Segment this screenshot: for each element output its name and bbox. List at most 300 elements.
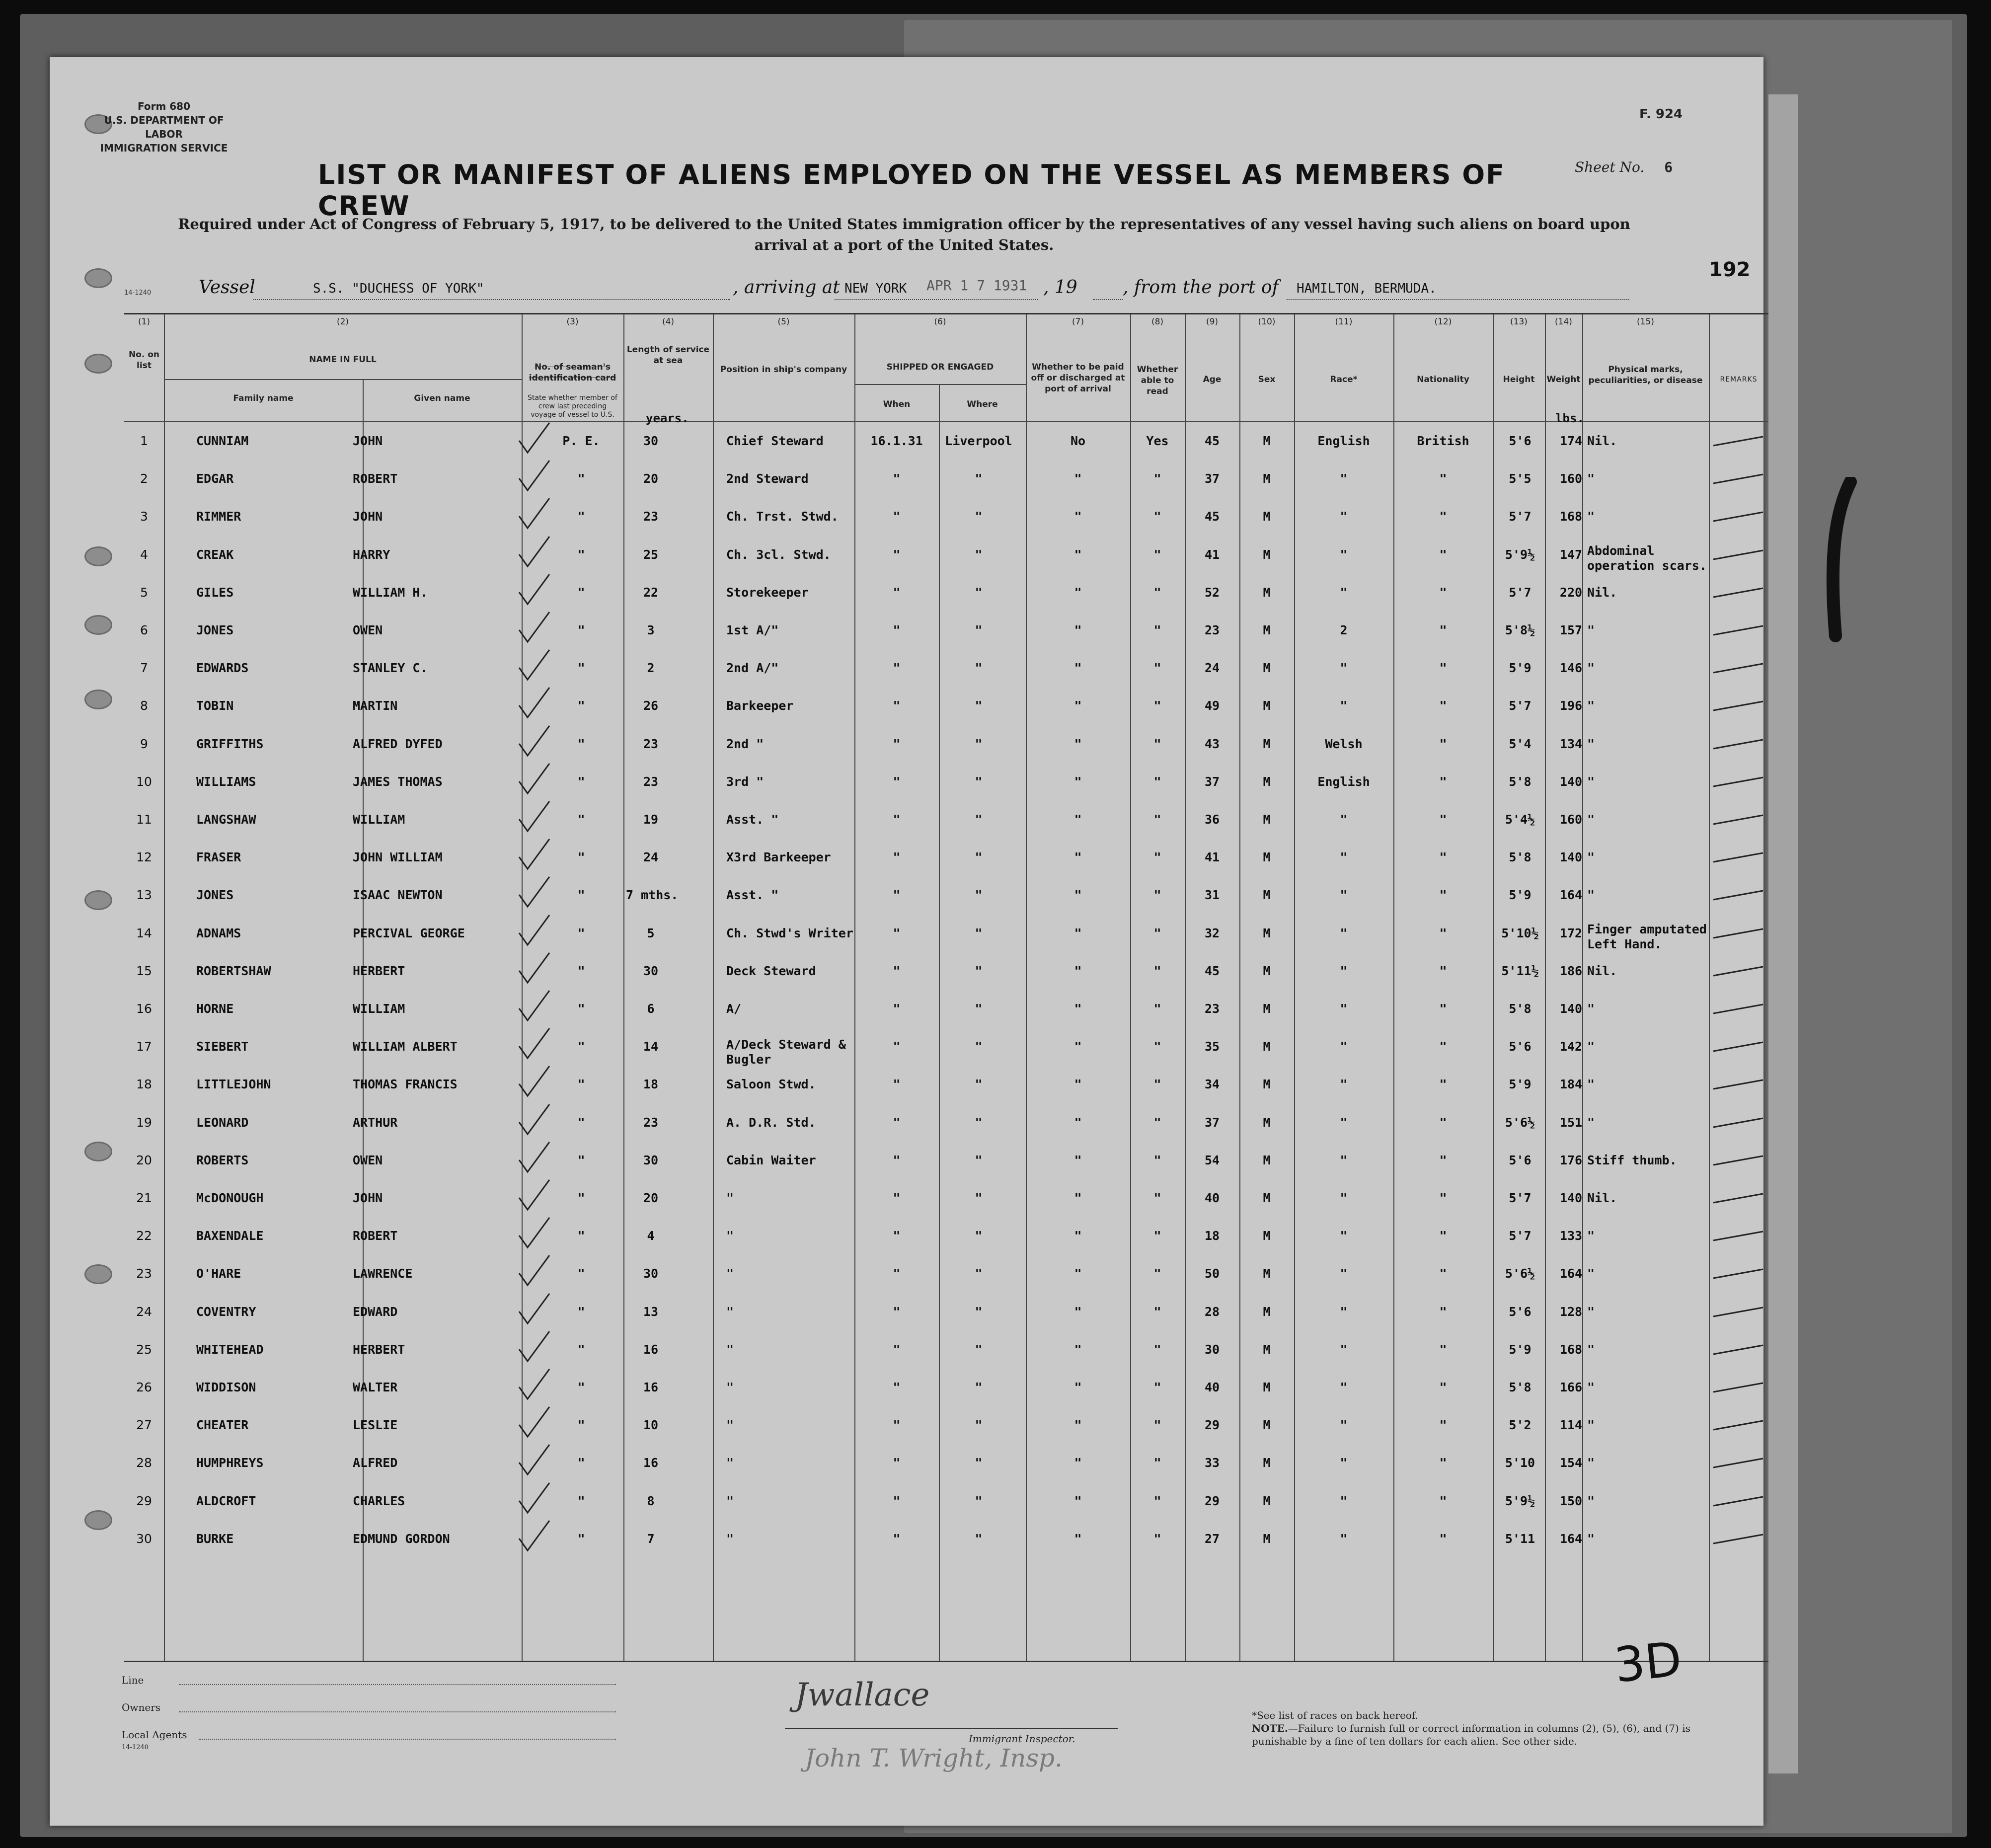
paid-off: " — [1074, 925, 1082, 940]
shipped-where: " — [975, 1380, 983, 1394]
shipped-when: " — [893, 925, 901, 940]
given-name: JOHN — [353, 1191, 383, 1205]
race: 2 — [1340, 623, 1348, 637]
row-number: 5 — [140, 585, 148, 600]
able-to-read: " — [1153, 1266, 1161, 1281]
check-mark-icon — [517, 914, 546, 952]
length-of-service: 30 — [643, 963, 659, 978]
given-name: EDMUND GORDON — [353, 1531, 450, 1546]
check-mark-icon — [517, 763, 546, 801]
age: 40 — [1204, 1380, 1220, 1394]
table-row — [124, 1191, 1768, 1229]
race: " — [1340, 1077, 1348, 1092]
able-to-read: " — [1153, 1456, 1161, 1470]
height: 5'9 — [1509, 1077, 1532, 1092]
shipped-where: " — [975, 888, 983, 903]
row-number: 27 — [136, 1418, 152, 1433]
table-row — [124, 471, 1768, 509]
punch-hole-icon — [84, 1264, 112, 1284]
length-of-service: 14 — [643, 1039, 659, 1054]
nationality: " — [1439, 1493, 1447, 1508]
shipped-where: " — [975, 1456, 983, 1470]
paid-off: " — [1074, 1456, 1082, 1470]
sex: M — [1263, 434, 1271, 448]
length-of-service: 7 mths. — [626, 888, 679, 903]
shipped-when: " — [893, 1266, 901, 1281]
remarks-dash-icon — [1711, 471, 1761, 490]
sheet-edge-strip — [1768, 94, 1798, 1773]
shipped-where: " — [975, 1191, 983, 1205]
col-head-remarks: REMARKS — [1720, 376, 1758, 384]
id-card: " — [577, 623, 585, 637]
row-number: 3 — [140, 509, 148, 524]
id-card: " — [577, 547, 585, 562]
row-number: 4 — [140, 547, 148, 562]
family-name: HUMPHREYS — [196, 1456, 264, 1470]
able-to-read: " — [1153, 1001, 1161, 1016]
physical-marks: " — [1587, 888, 1595, 903]
check-mark-icon — [517, 649, 546, 687]
sheet-label: Sheet No. — [1575, 159, 1645, 175]
physical-marks: " — [1587, 698, 1595, 713]
able-to-read: " — [1153, 1418, 1161, 1433]
sex: M — [1263, 1456, 1271, 1470]
weight: 151 — [1559, 1115, 1583, 1130]
vessel-label: Vessel — [199, 277, 255, 298]
able-to-read: " — [1153, 1531, 1161, 1546]
date-stamp: APR 1 7 1931 — [926, 277, 1027, 294]
page-title: LIST OR MANIFEST OF ALIENS EMPLOYED ON THE VESSEL AS MEMBERS OF CREW — [318, 159, 1506, 222]
col-head-paid-off: Whether to be paid off or discharged at port of arrival — [1031, 362, 1125, 394]
family-name: EDGAR — [196, 471, 234, 486]
paid-off: No — [1070, 434, 1086, 448]
given-name: ROBERT — [353, 1229, 398, 1243]
check-mark-icon — [517, 1065, 546, 1103]
table-row — [124, 964, 1768, 1001]
shipped-when: " — [893, 1229, 901, 1243]
remarks-dash-icon — [1711, 1494, 1761, 1512]
shipped-where: " — [975, 1001, 983, 1016]
position: X3rd Barkeeper — [726, 850, 831, 865]
paid-off: " — [1074, 963, 1082, 978]
col-head-where: Where — [967, 399, 998, 409]
col-head-given: Given name — [414, 393, 470, 403]
shipped-when: " — [893, 661, 901, 676]
check-mark-icon — [517, 460, 546, 498]
table-row — [124, 774, 1768, 812]
race: " — [1340, 1304, 1348, 1319]
able-to-read: " — [1153, 736, 1161, 751]
id-card: " — [577, 1077, 585, 1092]
paid-off: " — [1074, 698, 1082, 713]
given-name: JOHN — [353, 509, 383, 524]
position: 2nd " — [726, 736, 764, 751]
age: 33 — [1204, 1456, 1220, 1470]
table-row — [124, 661, 1768, 698]
family-name: SIEBERT — [196, 1039, 249, 1054]
given-name: STANLEY C. — [353, 661, 428, 676]
position: 1st A/" — [726, 623, 779, 637]
remarks-dash-icon — [1711, 774, 1761, 793]
height: 5'9½ — [1505, 547, 1535, 562]
row-number: 25 — [136, 1342, 152, 1357]
height: 5'9 — [1509, 888, 1532, 903]
paid-off: " — [1074, 1531, 1082, 1546]
table-row — [124, 1305, 1768, 1342]
shipped-where: " — [975, 1039, 983, 1054]
given-name: JOHN — [353, 434, 383, 448]
height: 5'6 — [1509, 1039, 1532, 1054]
given-name: HARRY — [353, 547, 390, 562]
punch-hole-icon — [84, 615, 112, 635]
race: " — [1340, 547, 1348, 562]
paid-off: " — [1074, 1266, 1082, 1281]
height: 5'10½ — [1501, 925, 1539, 940]
weight: 176 — [1559, 1153, 1583, 1167]
inspector-signature: Jwallace — [795, 1677, 930, 1713]
weight: 164 — [1559, 1266, 1583, 1281]
shipped-where: " — [975, 1304, 983, 1319]
col-head-weight: Weight — [1546, 375, 1581, 385]
race: " — [1340, 1456, 1348, 1470]
table-row — [124, 509, 1768, 547]
shipped-when: " — [893, 1039, 901, 1054]
position: A/ — [726, 1001, 742, 1016]
table-row — [124, 1001, 1768, 1039]
punch-hole-icon — [84, 1510, 112, 1530]
remarks-dash-icon — [1711, 1305, 1761, 1323]
arriving-label: , arriving at — [733, 277, 840, 298]
height: 5'8½ — [1505, 623, 1535, 637]
position: Storekeeper — [726, 585, 809, 600]
paid-off: " — [1074, 774, 1082, 789]
check-mark-icon — [517, 1444, 546, 1482]
height: 5'8 — [1509, 850, 1532, 865]
height: 5'8 — [1509, 1380, 1532, 1394]
row-number: 24 — [136, 1304, 152, 1319]
pencil-stroke-icon — [1808, 477, 1868, 646]
id-card: " — [577, 1493, 585, 1508]
sex: M — [1263, 888, 1271, 903]
check-mark-icon — [517, 611, 546, 649]
race: " — [1340, 888, 1348, 903]
col-number: (12) — [1434, 317, 1452, 327]
able-to-read: " — [1153, 963, 1161, 978]
family-name: BAXENDALE — [196, 1229, 264, 1243]
remarks-dash-icon — [1711, 1380, 1761, 1398]
family-name: ADNAMS — [196, 925, 241, 940]
shipped-when: " — [893, 774, 901, 789]
row-number: 30 — [136, 1531, 152, 1546]
position: Ch. Stwd's Writer — [726, 925, 853, 940]
weight: 220 — [1559, 585, 1583, 600]
height: 5'4½ — [1505, 812, 1535, 827]
able-to-read: " — [1153, 585, 1161, 600]
nationality: " — [1439, 850, 1447, 865]
check-mark-icon — [517, 876, 546, 914]
shipped-where: " — [975, 1077, 983, 1092]
height: 5'8 — [1509, 1001, 1532, 1016]
shipped-when: " — [893, 1153, 901, 1167]
id-card: " — [577, 925, 585, 940]
able-to-read: " — [1153, 1342, 1161, 1357]
shipped-where: " — [975, 1418, 983, 1433]
row-number: 16 — [136, 1001, 152, 1016]
shipped-where: " — [975, 509, 983, 524]
family-name: WHITEHEAD — [196, 1342, 264, 1357]
length-of-service: 30 — [643, 434, 659, 448]
race: " — [1340, 1039, 1348, 1054]
nationality: " — [1439, 1304, 1447, 1319]
shipped-where: " — [975, 1342, 983, 1357]
row-number: 18 — [136, 1077, 152, 1092]
col-head-family: Family name — [233, 393, 294, 403]
id-card: " — [577, 471, 585, 486]
paid-off: " — [1074, 850, 1082, 865]
family-name: WILLIAMS — [196, 774, 256, 789]
nationality: " — [1439, 471, 1447, 486]
id-card: " — [577, 1001, 585, 1016]
nationality: " — [1439, 1153, 1447, 1167]
punch-hole-icon — [84, 546, 112, 566]
length-of-service: 4 — [647, 1229, 655, 1243]
given-name: HERBERT — [353, 963, 405, 978]
family-name: ALDCROFT — [196, 1493, 256, 1508]
height: 5'5 — [1509, 471, 1532, 486]
remarks-dash-icon — [1711, 737, 1761, 755]
family-name: RIMMER — [196, 509, 241, 524]
height: 5'7 — [1509, 1191, 1532, 1205]
col-head-nationality: Nationality — [1417, 375, 1469, 385]
shipped-when: " — [893, 1418, 901, 1433]
table-row — [124, 888, 1768, 925]
family-name: LEONARD — [196, 1115, 249, 1130]
shipped-when: " — [893, 812, 901, 827]
sex: M — [1263, 1229, 1271, 1243]
remarks-dash-icon — [1711, 1001, 1761, 1020]
physical-marks: " — [1587, 1304, 1595, 1319]
shipped-when: " — [893, 698, 901, 713]
from-label: , from the port of — [1123, 277, 1279, 298]
age: 45 — [1204, 434, 1220, 448]
col-number: (11) — [1335, 317, 1353, 327]
nationality: " — [1439, 623, 1447, 637]
race: " — [1340, 1229, 1348, 1243]
check-mark-icon — [517, 1141, 546, 1179]
nationality: " — [1439, 1077, 1447, 1092]
col-head-marks: Physical marks, peculiarities, or disease — [1588, 365, 1703, 385]
sex: M — [1263, 471, 1271, 486]
length-of-service: 23 — [643, 1115, 659, 1130]
check-mark-icon — [517, 990, 546, 1028]
check-mark-icon — [517, 573, 546, 612]
check-mark-icon — [517, 1254, 546, 1293]
position: 2nd A/" — [726, 661, 779, 676]
sex: M — [1263, 1191, 1271, 1205]
weight: 142 — [1559, 1039, 1583, 1054]
paid-off: " — [1074, 1229, 1082, 1243]
check-mark-icon — [517, 1027, 546, 1066]
row-number: 7 — [140, 661, 148, 676]
shipped-where: " — [975, 1115, 983, 1130]
position: " — [726, 1380, 734, 1394]
race: " — [1340, 1191, 1348, 1205]
year-label: , 19 — [1043, 277, 1077, 298]
able-to-read: " — [1153, 661, 1161, 676]
height: 5'10 — [1505, 1456, 1535, 1470]
id-card: " — [577, 1266, 585, 1281]
check-mark-icon — [517, 800, 546, 839]
check-mark-icon — [517, 497, 546, 536]
row-number: 9 — [140, 736, 148, 751]
family-name: BURKE — [196, 1531, 234, 1546]
service: IMMIGRATION SERVICE — [100, 142, 228, 154]
check-mark-icon — [517, 1217, 546, 1255]
paid-off: " — [1074, 736, 1082, 751]
check-mark-icon — [517, 536, 546, 574]
id-card: " — [577, 1153, 585, 1167]
check-mark-icon — [517, 1293, 546, 1331]
table-row — [124, 922, 1768, 964]
footer-note — [1252, 1709, 1739, 1748]
inspector-label: Immigrant Inspector. — [969, 1733, 1075, 1745]
nationality: " — [1439, 698, 1447, 713]
age: 45 — [1204, 509, 1220, 524]
age: 34 — [1204, 1077, 1220, 1092]
family-name: FRASER — [196, 850, 241, 865]
shipped-where: " — [975, 963, 983, 978]
col-number: (1) — [138, 317, 151, 327]
row-number: 2 — [140, 471, 148, 486]
able-to-read: " — [1153, 1153, 1161, 1167]
age: 24 — [1204, 661, 1220, 676]
position: " — [726, 1342, 734, 1357]
table-row — [124, 1380, 1768, 1418]
note-text: —Failure to furnish full or correct information in columns (2), (5), (6), and (7) is punishable by a fine of ten dollars for each alien. See other side. — [1252, 1722, 1690, 1747]
length-of-service: 6 — [647, 1001, 655, 1016]
position: Cabin Waiter — [726, 1153, 816, 1167]
paid-off: " — [1074, 1342, 1082, 1357]
race: " — [1340, 812, 1348, 827]
paid-off: " — [1074, 1418, 1082, 1433]
race: " — [1340, 1342, 1348, 1357]
able-to-read: " — [1153, 812, 1161, 827]
position: Saloon Stwd. — [726, 1077, 816, 1092]
race: " — [1340, 1001, 1348, 1016]
check-mark-icon — [517, 687, 546, 725]
vessel-line — [199, 277, 1629, 302]
age: 41 — [1204, 850, 1220, 865]
table-row — [124, 698, 1768, 736]
remarks-dash-icon — [1711, 964, 1761, 982]
race: " — [1340, 1380, 1348, 1394]
family-name: CHEATER — [196, 1418, 249, 1433]
row-number: 11 — [136, 812, 152, 827]
table-row — [124, 1153, 1768, 1191]
physical-marks: " — [1587, 1229, 1595, 1243]
table-row — [124, 850, 1768, 888]
age: 28 — [1204, 1304, 1220, 1319]
shipped-when: " — [893, 1191, 901, 1205]
nationality: " — [1439, 661, 1447, 676]
weight: 160 — [1559, 812, 1583, 827]
sex: M — [1263, 812, 1271, 827]
shipped-when: " — [893, 1380, 901, 1394]
col-head-no: No. on list — [128, 350, 160, 371]
col-head-id-card: No. of seaman's identification card — [529, 362, 616, 383]
length-of-service: 13 — [643, 1304, 659, 1319]
row-number: 17 — [136, 1039, 152, 1054]
id-card: " — [577, 1456, 585, 1470]
sex: M — [1263, 1077, 1271, 1092]
check-mark-icon — [517, 422, 546, 460]
col-head-length: Length of service at sea — [626, 345, 710, 366]
shipped-when: " — [893, 547, 901, 562]
height: 5'11½ — [1501, 963, 1539, 978]
shipped-when: " — [893, 1001, 901, 1016]
length-of-service: 23 — [643, 774, 659, 789]
weight: 154 — [1559, 1456, 1583, 1470]
length-of-service: 22 — [643, 585, 659, 600]
shipped-when: " — [893, 1115, 901, 1130]
family-name: LITTLEJOHN — [196, 1077, 271, 1092]
physical-marks: " — [1587, 509, 1595, 524]
col-number: (15) — [1637, 317, 1654, 327]
shipped-when: " — [893, 1077, 901, 1092]
id-card: " — [577, 736, 585, 751]
manifest-table — [124, 313, 1768, 1662]
weight: 146 — [1559, 661, 1583, 676]
table-row — [124, 1039, 1768, 1077]
race: " — [1340, 1418, 1348, 1433]
given-name: WILLIAM — [353, 1001, 405, 1016]
nationality: " — [1439, 963, 1447, 978]
paid-off: " — [1074, 1380, 1082, 1394]
col-head-height: Height — [1503, 375, 1535, 385]
table-row — [124, 1266, 1768, 1304]
nationality: " — [1439, 1342, 1447, 1357]
col-number: (9) — [1206, 317, 1219, 327]
nationality: " — [1439, 585, 1447, 600]
inspector-signature-2: John T. Wright, Insp. — [805, 1744, 1063, 1772]
height: 5'7 — [1509, 698, 1532, 713]
race: " — [1340, 1115, 1348, 1130]
physical-marks: " — [1587, 1001, 1595, 1016]
age: 43 — [1204, 736, 1220, 751]
physical-marks: " — [1587, 1266, 1595, 1281]
given-name: OWEN — [353, 1153, 383, 1167]
height: 5'8 — [1509, 774, 1532, 789]
sex: M — [1263, 585, 1271, 600]
sex: M — [1263, 509, 1271, 524]
shipped-where: " — [975, 471, 983, 486]
id-card: " — [577, 698, 585, 713]
sex: M — [1263, 698, 1271, 713]
position: Ch. 3cl. Stwd. — [726, 547, 831, 562]
age: 35 — [1204, 1039, 1220, 1054]
position: " — [726, 1456, 734, 1470]
handwritten-mark: 3D — [1611, 1631, 1685, 1694]
family-name: COVENTRY — [196, 1304, 256, 1319]
check-mark-icon — [517, 1103, 546, 1142]
paid-off: " — [1074, 661, 1082, 676]
length-of-service: 16 — [643, 1380, 659, 1394]
length-of-service: 23 — [643, 509, 659, 524]
family-name: CREAK — [196, 547, 234, 562]
able-to-read: " — [1153, 1380, 1161, 1394]
weight: 168 — [1559, 1342, 1583, 1357]
age: 37 — [1204, 1115, 1220, 1130]
